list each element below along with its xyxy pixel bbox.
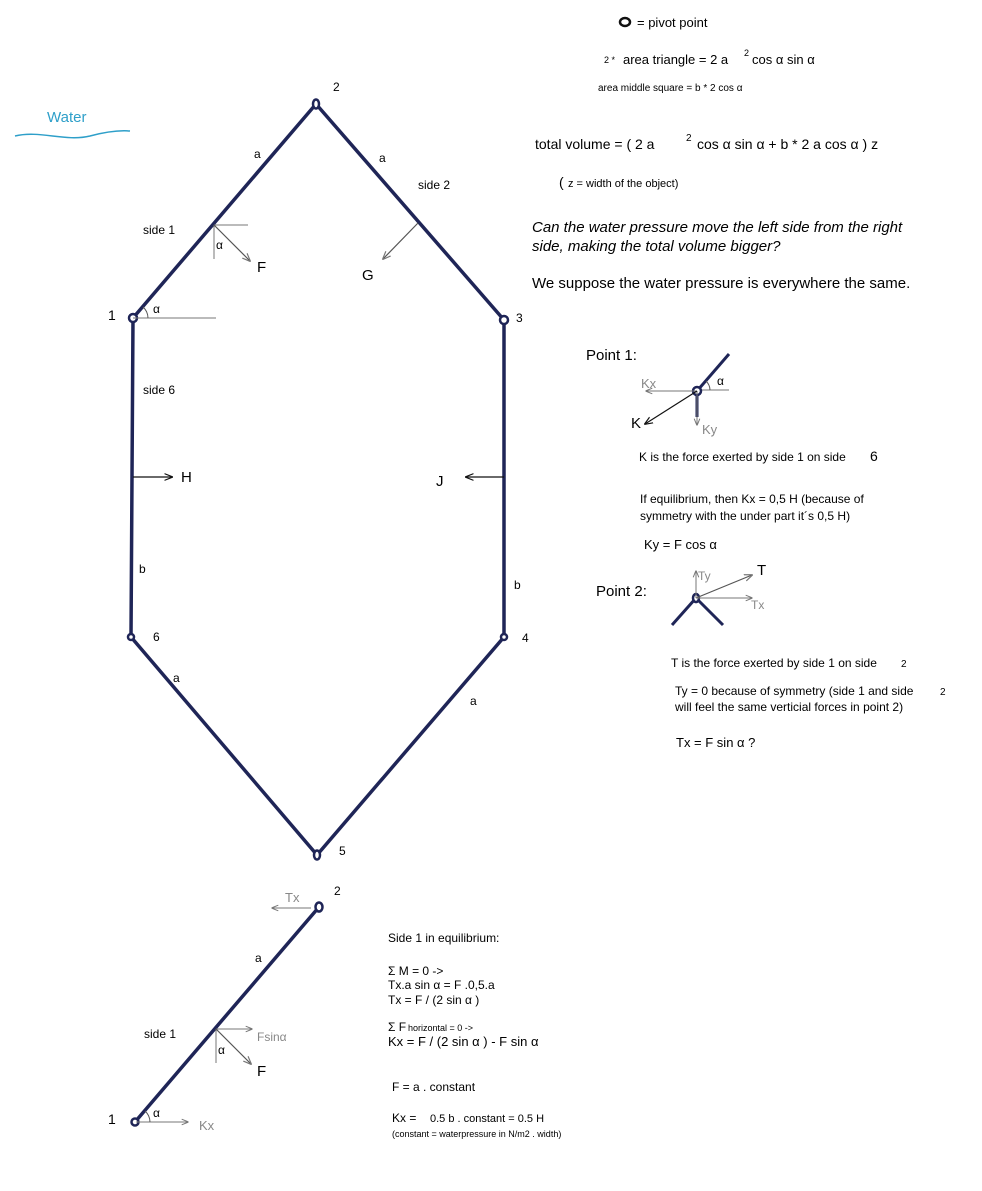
side1-iso-F-label: F bbox=[257, 1063, 267, 1080]
equilibrium-kx-prefix: Kx = bbox=[392, 1111, 417, 1125]
edge-a-top-right: a bbox=[379, 151, 386, 165]
point2-ty-line-1: Ty = 0 because of symmetry (side 1 and side bbox=[675, 684, 914, 698]
point1-K-label: K bbox=[631, 415, 642, 432]
pivot-node-2 bbox=[313, 100, 319, 109]
edge-a-top-left: a bbox=[254, 147, 261, 161]
side1-iso-Tx-label: Tx bbox=[285, 890, 300, 905]
node-label-3: 3 bbox=[516, 311, 523, 325]
point1-ky-eq: Ky = F cos α bbox=[644, 537, 717, 552]
edge-b-right: b bbox=[514, 578, 521, 592]
equilibrium-constant-note: (constant = waterpressure in N/m2 . width) bbox=[392, 1129, 562, 1139]
side-5-line bbox=[131, 637, 317, 855]
force-G-label: G bbox=[362, 267, 374, 284]
side-2-label: side 2 bbox=[418, 178, 451, 192]
side-1-line bbox=[133, 104, 316, 318]
question-line-2: side, making the total volume bigger? bbox=[532, 238, 781, 255]
point1-Kx-label: Kx bbox=[641, 376, 657, 391]
equilibrium-horizontal-sub: horizontal = 0 -> bbox=[408, 1023, 474, 1033]
point2-desc: T is the force exerted by side 1 on side bbox=[671, 656, 877, 670]
equilibrium-horizontal-2: Kx = F / (2 sin α ) - F sin α bbox=[388, 1034, 539, 1049]
point2-ty-line-1-num: 2 bbox=[940, 687, 946, 698]
side1-iso-label: side 1 bbox=[144, 1027, 177, 1041]
node-label-5: 5 bbox=[339, 844, 346, 858]
point1-side1-line bbox=[697, 354, 729, 391]
triangle-sup: 2 bbox=[744, 48, 750, 58]
point2-Ty-label: Ty bbox=[698, 569, 711, 583]
square-formula: area middle square = b * 2 cos α bbox=[598, 83, 743, 94]
side1-iso-node-alpha: α bbox=[153, 1106, 160, 1120]
side1-iso-pivot-top bbox=[316, 903, 323, 912]
side1-iso-node-bottom: 1 bbox=[108, 1111, 116, 1127]
volume-tail: cos α sin α + b * 2 a cos α ) z bbox=[697, 136, 879, 152]
point2-T-label: T bbox=[757, 562, 767, 579]
volume-sup: 2 bbox=[686, 133, 692, 144]
point2-tx-eq: Tx = F sin α ? bbox=[676, 735, 756, 750]
question-line-1: Can the water pressure move the left side from the right bbox=[532, 219, 903, 236]
point1-Ky-label: Ky bbox=[702, 422, 718, 437]
point1-title: Point 1: bbox=[586, 347, 637, 364]
triangle-formula: area triangle = 2 a bbox=[623, 52, 729, 67]
equilibrium-kx-rest: 0.5 b . constant = 0.5 H bbox=[430, 1113, 545, 1125]
side1-iso-line bbox=[135, 907, 319, 1122]
water-label: Water bbox=[47, 109, 87, 126]
point2-ty-line-2: will feel the same verticial forces in point 2) bbox=[675, 700, 904, 714]
edge-b-left: b bbox=[139, 562, 146, 576]
pivot-legend-text: = pivot point bbox=[637, 15, 708, 30]
water-wave bbox=[15, 131, 130, 138]
triangle-prefix: 2 * bbox=[604, 55, 616, 65]
node-label-6: 6 bbox=[153, 630, 160, 644]
side-2-line bbox=[316, 104, 504, 320]
pivot-node-6 bbox=[128, 634, 134, 640]
z-note-paren: ( bbox=[559, 174, 564, 190]
side1-iso-node-top: 2 bbox=[334, 884, 341, 898]
point2-right-line bbox=[696, 598, 723, 625]
node-label-4: 4 bbox=[522, 631, 529, 645]
pivot-legend-icon bbox=[620, 18, 630, 26]
equilibrium-moment-2: Tx.a sin α = F .0,5.a bbox=[388, 978, 495, 992]
force-H-label: H bbox=[181, 469, 192, 486]
force-F-alpha: α bbox=[216, 238, 223, 252]
force-F-label: F bbox=[257, 259, 267, 276]
assumption-text: We suppose the water pressure is everywhere the same. bbox=[532, 275, 911, 292]
side-4-line bbox=[317, 637, 504, 855]
point1-alpha: α bbox=[717, 374, 724, 388]
side-6-line bbox=[131, 318, 133, 637]
equilibrium-horizontal-sigma: Σ F bbox=[388, 1020, 407, 1034]
pivot-node-3 bbox=[500, 316, 508, 324]
point1-eq-line-1: If equilibrium, then Kx = 0,5 H (because of bbox=[640, 492, 864, 506]
node1-angle-arc bbox=[143, 307, 148, 318]
triangle-tail: cos α sin α bbox=[752, 52, 815, 67]
pivot-node-5 bbox=[314, 851, 320, 860]
equilibrium-moment-1: Σ M = 0 -> bbox=[388, 964, 444, 978]
volume-formula: total volume = ( 2 a bbox=[535, 136, 655, 152]
equilibrium-title: Side 1 in equilibrium: bbox=[388, 931, 500, 945]
edge-a-bottom-right: a bbox=[470, 694, 477, 708]
node-label-2: 2 bbox=[333, 80, 340, 94]
node1-alpha: α bbox=[153, 302, 160, 316]
side1-iso-a: a bbox=[255, 951, 262, 965]
z-note: z = width of the object) bbox=[568, 178, 679, 190]
equilibrium-f-eq: F = a . constant bbox=[392, 1080, 476, 1094]
point2-title: Point 2: bbox=[596, 583, 647, 600]
side1-iso-angle-arc bbox=[145, 1111, 150, 1122]
point1-desc-num: 6 bbox=[870, 448, 878, 464]
force-J-label: J bbox=[436, 473, 444, 490]
edge-a-bottom-left: a bbox=[173, 671, 180, 685]
point2-desc-num: 2 bbox=[901, 659, 907, 670]
force-G-arrow bbox=[383, 223, 418, 259]
side1-iso-Kx-label: Kx bbox=[199, 1118, 215, 1133]
side1-iso-Fsin-label: Fsinα bbox=[257, 1030, 287, 1044]
side-1-label: side 1 bbox=[143, 223, 176, 237]
point1-angle-arc bbox=[706, 381, 710, 390]
pivot-node-4 bbox=[501, 634, 507, 640]
node-label-1: 1 bbox=[108, 307, 116, 323]
point1-K-arrow bbox=[645, 391, 697, 424]
point2-left-line bbox=[672, 598, 696, 625]
point1-eq-line-2: symmetry with the under part it´s 0,5 H) bbox=[640, 509, 851, 523]
side-6-label: side 6 bbox=[143, 383, 176, 397]
point1-desc: K is the force exerted by side 1 on side bbox=[639, 450, 846, 464]
side1-iso-alpha: α bbox=[218, 1043, 225, 1057]
equilibrium-moment-3: Tx = F / (2 sin α ) bbox=[388, 993, 480, 1007]
point2-Tx-label: Tx bbox=[751, 598, 765, 612]
